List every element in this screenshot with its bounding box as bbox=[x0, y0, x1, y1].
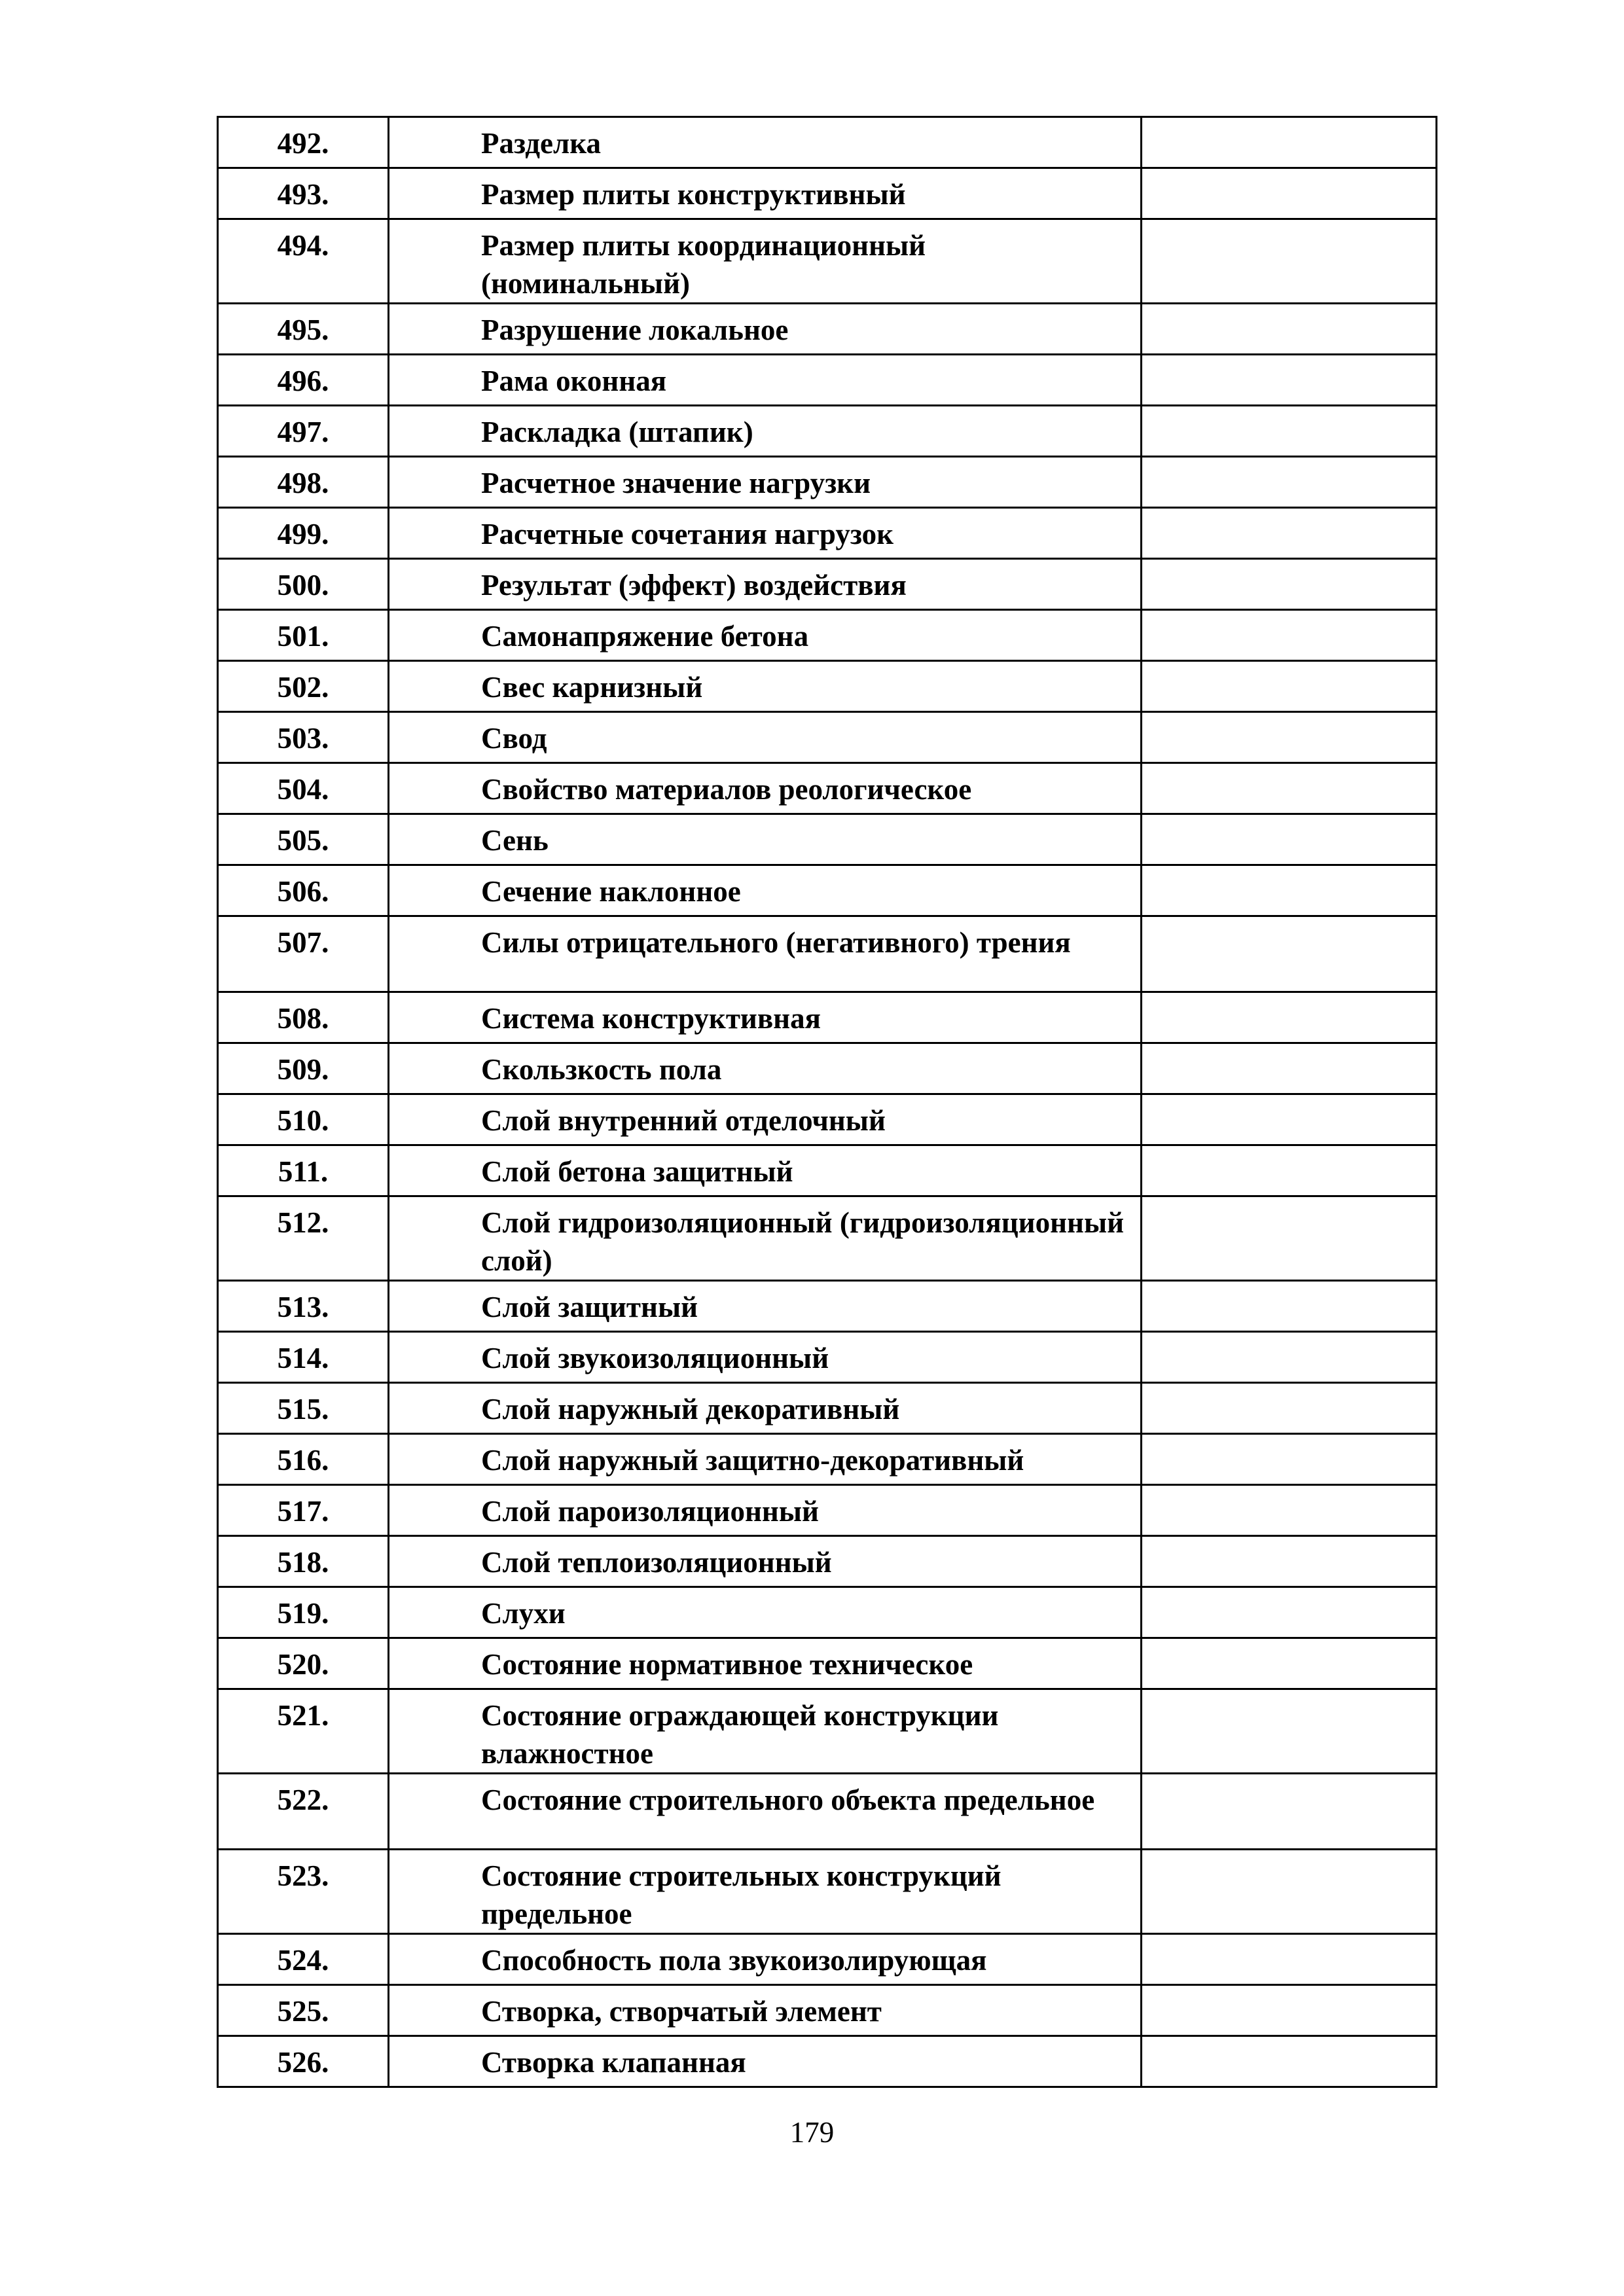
row-term: Расчетное значение нагрузки bbox=[389, 457, 1142, 508]
table-row bbox=[218, 1774, 1437, 1850]
row-number: 499. bbox=[218, 508, 389, 559]
row-number: 515. bbox=[218, 1383, 389, 1434]
row-blank-cell bbox=[1142, 916, 1437, 992]
row-blank-cell bbox=[1142, 992, 1437, 1043]
row-number: 497. bbox=[218, 406, 389, 457]
table-row bbox=[218, 168, 1437, 219]
row-number: 525. bbox=[218, 1985, 389, 2036]
table-row bbox=[218, 219, 1437, 304]
terms-table-body bbox=[218, 117, 1437, 2087]
row-term: Слой внутренний отделочный bbox=[389, 1094, 1142, 1145]
row-number: 494. bbox=[218, 219, 389, 304]
row-blank-cell bbox=[1142, 2036, 1437, 2087]
row-number: 519. bbox=[218, 1587, 389, 1638]
table-row bbox=[218, 1638, 1437, 1689]
row-blank-cell bbox=[1142, 1332, 1437, 1383]
row-term: Слухи bbox=[389, 1587, 1142, 1638]
row-term: Створка, створчатый элемент bbox=[389, 1985, 1142, 2036]
table-row bbox=[218, 1383, 1437, 1434]
row-blank-cell bbox=[1142, 559, 1437, 610]
row-number: 500. bbox=[218, 559, 389, 610]
table-row bbox=[218, 457, 1437, 508]
row-blank-cell bbox=[1142, 1145, 1437, 1196]
row-term: Раскладка (штапик) bbox=[389, 406, 1142, 457]
row-number: 495. bbox=[218, 304, 389, 355]
row-number: 520. bbox=[218, 1638, 389, 1689]
table-row bbox=[218, 992, 1437, 1043]
row-blank-cell bbox=[1142, 1281, 1437, 1332]
row-number: 523. bbox=[218, 1850, 389, 1934]
row-number: 504. bbox=[218, 763, 389, 814]
row-number: 513. bbox=[218, 1281, 389, 1332]
table-row bbox=[218, 406, 1437, 457]
row-term: Размер плиты координационный (номинальный) bbox=[389, 219, 1142, 304]
row-number: 505. bbox=[218, 814, 389, 865]
table-row bbox=[218, 814, 1437, 865]
row-term: Разрушение локальное bbox=[389, 304, 1142, 355]
table-row bbox=[218, 355, 1437, 406]
row-number: 493. bbox=[218, 168, 389, 219]
row-blank-cell bbox=[1142, 1638, 1437, 1689]
row-term: Слой наружный защитно-декоративный bbox=[389, 1434, 1142, 1485]
table-row bbox=[218, 661, 1437, 712]
row-number: 526. bbox=[218, 2036, 389, 2087]
row-number: 510. bbox=[218, 1094, 389, 1145]
row-blank-cell bbox=[1142, 661, 1437, 712]
row-blank-cell bbox=[1142, 457, 1437, 508]
row-term: Силы отрицательного (негативного) трения bbox=[389, 916, 1142, 992]
table-row bbox=[218, 1485, 1437, 1536]
row-blank-cell bbox=[1142, 1043, 1437, 1094]
row-term: Слой пароизоляционный bbox=[389, 1485, 1142, 1536]
row-number: 514. bbox=[218, 1332, 389, 1383]
table-row bbox=[218, 1985, 1437, 2036]
row-blank-cell bbox=[1142, 1094, 1437, 1145]
row-number: 511. bbox=[218, 1145, 389, 1196]
row-blank-cell bbox=[1142, 508, 1437, 559]
table-row bbox=[218, 1145, 1437, 1196]
table-row bbox=[218, 1196, 1437, 1281]
page-number: 179 bbox=[789, 2116, 835, 2149]
row-number: 503. bbox=[218, 712, 389, 763]
row-blank-cell bbox=[1142, 117, 1437, 168]
row-number: 507. bbox=[218, 916, 389, 992]
table-row bbox=[218, 1587, 1437, 1638]
row-blank-cell bbox=[1142, 1383, 1437, 1434]
table-row bbox=[218, 712, 1437, 763]
row-term: Сечение наклонное bbox=[389, 865, 1142, 916]
row-term: Состояние строительного объекта предельное bbox=[389, 1774, 1142, 1850]
row-term: Слой защитный bbox=[389, 1281, 1142, 1332]
row-blank-cell bbox=[1142, 1587, 1437, 1638]
table-row bbox=[218, 1332, 1437, 1383]
row-blank-cell bbox=[1142, 304, 1437, 355]
row-blank-cell bbox=[1142, 1689, 1437, 1774]
terms-table bbox=[217, 116, 1437, 2088]
table-row bbox=[218, 1689, 1437, 1774]
row-blank-cell bbox=[1142, 406, 1437, 457]
row-blank-cell bbox=[1142, 763, 1437, 814]
table-row bbox=[218, 763, 1437, 814]
row-term: Слой звукоизоляционный bbox=[389, 1332, 1142, 1383]
row-number: 506. bbox=[218, 865, 389, 916]
row-term: Скользкость пола bbox=[389, 1043, 1142, 1094]
row-blank-cell bbox=[1142, 355, 1437, 406]
table-row bbox=[218, 1094, 1437, 1145]
row-term: Размер плиты конструктивный bbox=[389, 168, 1142, 219]
row-blank-cell bbox=[1142, 219, 1437, 304]
row-number: 522. bbox=[218, 1774, 389, 1850]
row-blank-cell bbox=[1142, 168, 1437, 219]
row-term: Результат (эффект) воздействия bbox=[389, 559, 1142, 610]
table-row bbox=[218, 2036, 1437, 2087]
row-blank-cell bbox=[1142, 1536, 1437, 1587]
table-row bbox=[218, 610, 1437, 661]
table-row bbox=[218, 916, 1437, 992]
table-row bbox=[218, 304, 1437, 355]
row-term: Слой гидроизоляционный (гидроизоляционный слой) bbox=[389, 1196, 1142, 1281]
row-term: Разделка bbox=[389, 117, 1142, 168]
row-blank-cell bbox=[1142, 1985, 1437, 2036]
row-blank-cell bbox=[1142, 1774, 1437, 1850]
table-row bbox=[218, 1536, 1437, 1587]
table-row bbox=[218, 117, 1437, 168]
row-term: Слой теплоизоляционный bbox=[389, 1536, 1142, 1587]
table-row bbox=[218, 559, 1437, 610]
row-number: 496. bbox=[218, 355, 389, 406]
table-row bbox=[218, 1934, 1437, 1985]
row-blank-cell bbox=[1142, 1850, 1437, 1934]
row-blank-cell bbox=[1142, 712, 1437, 763]
row-number: 518. bbox=[218, 1536, 389, 1587]
row-number: 501. bbox=[218, 610, 389, 661]
table-row bbox=[218, 1281, 1437, 1332]
row-term: Способность пола звукоизолирующая bbox=[389, 1934, 1142, 1985]
table-row bbox=[218, 1850, 1437, 1934]
row-blank-cell bbox=[1142, 610, 1437, 661]
row-term: Самонапряжение бетона bbox=[389, 610, 1142, 661]
row-term: Свес карнизный bbox=[389, 661, 1142, 712]
row-term: Свод bbox=[389, 712, 1142, 763]
row-blank-cell bbox=[1142, 865, 1437, 916]
row-term: Состояние ограждающей конструкции влажностное bbox=[389, 1689, 1142, 1774]
row-term: Система конструктивная bbox=[389, 992, 1142, 1043]
row-blank-cell bbox=[1142, 1196, 1437, 1281]
row-number: 508. bbox=[218, 992, 389, 1043]
row-number: 512. bbox=[218, 1196, 389, 1281]
row-term: Створка клапанная bbox=[389, 2036, 1142, 2087]
table-row bbox=[218, 1043, 1437, 1094]
table-row bbox=[218, 1434, 1437, 1485]
row-number: 516. bbox=[218, 1434, 389, 1485]
row-term: Слой бетона защитный bbox=[389, 1145, 1142, 1196]
row-number: 492. bbox=[218, 117, 389, 168]
row-term: Состояние нормативное техническое bbox=[389, 1638, 1142, 1689]
row-number: 498. bbox=[218, 457, 389, 508]
row-number: 502. bbox=[218, 661, 389, 712]
row-blank-cell bbox=[1142, 1934, 1437, 1985]
row-term: Расчетные сочетания нагрузок bbox=[389, 508, 1142, 559]
row-term: Слой наружный декоративный bbox=[389, 1383, 1142, 1434]
row-term: Свойство материалов реологическое bbox=[389, 763, 1142, 814]
row-term: Сень bbox=[389, 814, 1142, 865]
row-blank-cell bbox=[1142, 814, 1437, 865]
row-number: 509. bbox=[218, 1043, 389, 1094]
row-blank-cell bbox=[1142, 1485, 1437, 1536]
row-number: 524. bbox=[218, 1934, 389, 1985]
table-row bbox=[218, 508, 1437, 559]
row-blank-cell bbox=[1142, 1434, 1437, 1485]
table-row bbox=[218, 865, 1437, 916]
row-number: 521. bbox=[218, 1689, 389, 1774]
row-number: 517. bbox=[218, 1485, 389, 1536]
row-term: Состояние строительных конструкций предельное bbox=[389, 1850, 1142, 1934]
row-term: Рама оконная bbox=[389, 355, 1142, 406]
